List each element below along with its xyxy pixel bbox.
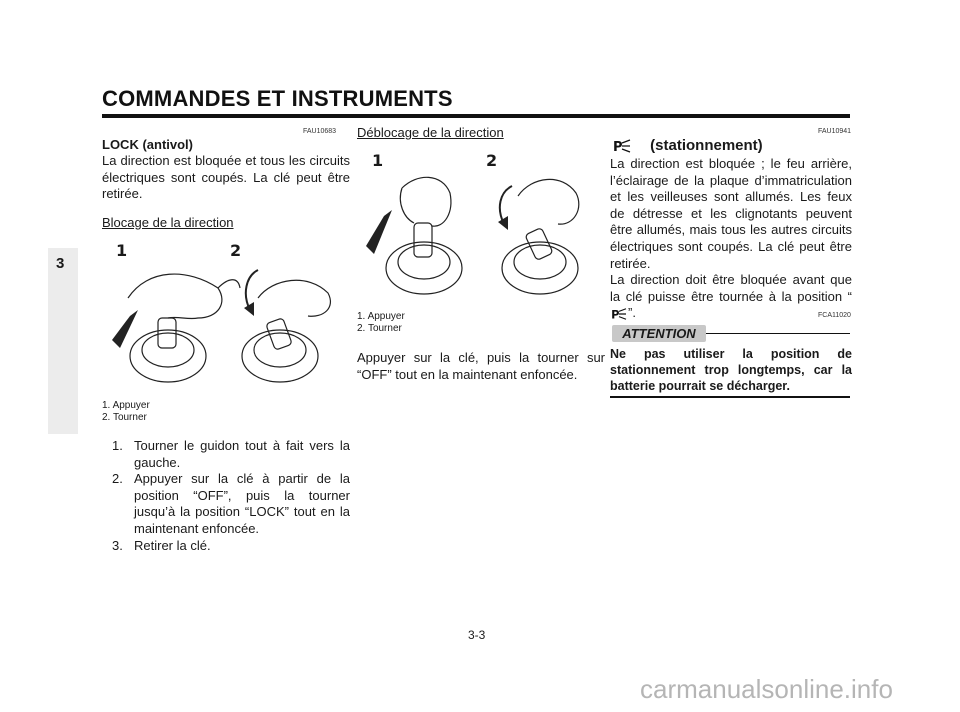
ignition-switch-icon: [386, 177, 462, 294]
parking-icon: [612, 138, 632, 154]
page-number: 3-3: [468, 628, 486, 642]
caption-1: 1. Appuyer: [357, 311, 405, 322]
push-arrow-icon: [112, 310, 138, 348]
parking-icon: [610, 307, 628, 321]
caption-2: 2. Tourner: [102, 412, 147, 423]
intro-paragraph: La direction est bloquée et tous les circuits électriques sont coupés. La clé peut être retirée.: [102, 153, 350, 202]
warning-text: Ne pas utiliser la position de stationnement trop longtemps, car la batterie pourrait se décharger.: [610, 347, 852, 393]
subheading-unlock: Déblocage de la direction: [357, 125, 504, 140]
parking-note: La direction doit être bloquée avant que la clé puisse être tournée à la position “ P ”.: [610, 272, 852, 321]
unlock-paragraph: Appuyer sur la clé, puis la tourner sur “OFF” tout en la maintenant enfoncée.: [357, 350, 605, 382]
list-item: 3. Retirer la clé.: [112, 537, 211, 553]
header-rule: [102, 114, 850, 118]
push-arrow-icon: [366, 210, 392, 254]
list-item: 2. Appuyer sur la clé à partir de la position “OFF”, puis la tourner jusqu’à la position “LOCK” tout en la maintenant enfoncée.: [112, 471, 350, 536]
svg-text:P: P: [613, 140, 623, 155]
unlock-illustration: [362, 168, 602, 302]
subheading-lock: Blocage de la direction: [102, 215, 234, 230]
lock-steps: [112, 438, 350, 554]
watermark: carmanualsonline.info: [640, 674, 893, 704]
parking-paragraph: La direction est bloquée ; le feu arrière, l’éclairage de la plaque d’immatriculation et les veilleuses sont allumés. Les feux de détresse et les clignotants peuvent être allumés, mais tous les autres circuits électriques sont coupés. La clé peut être retirée.: [610, 156, 852, 271]
section-heading: P (stationnement): [613, 137, 763, 155]
list-item: 1. Tourner le guidon tout à fait vers la gauche.: [112, 438, 350, 470]
attention-rule: [706, 333, 850, 334]
figure-label-2: 2: [486, 151, 498, 170]
lock-illustration: [108, 258, 348, 388]
section-code: FAU10683: [303, 128, 337, 135]
ignition-switch-icon: [502, 179, 579, 294]
figure-label-1: 1: [116, 241, 128, 260]
section-heading: LOCK (antivol): [102, 137, 193, 152]
chapter-number: 3: [56, 255, 65, 272]
ignition-switch-icon: [128, 274, 240, 382]
caption-2: 2. Tourner: [357, 323, 402, 334]
ignition-switch-icon: [242, 280, 330, 382]
attention-badge: ATTENTION: [612, 325, 706, 342]
svg-text:P: P: [611, 307, 620, 321]
page-title: COMMANDES ET INSTRUMENTS: [102, 86, 453, 111]
attention-code: FCA11020: [818, 312, 851, 319]
caption-1: 1. Appuyer: [102, 400, 150, 411]
warning-rule: [610, 396, 850, 398]
figure-label-2: 2: [230, 241, 242, 260]
figure-label-1: 1: [372, 151, 384, 170]
chapter-tab: [48, 248, 78, 434]
section-code: FAU10941: [818, 128, 852, 135]
